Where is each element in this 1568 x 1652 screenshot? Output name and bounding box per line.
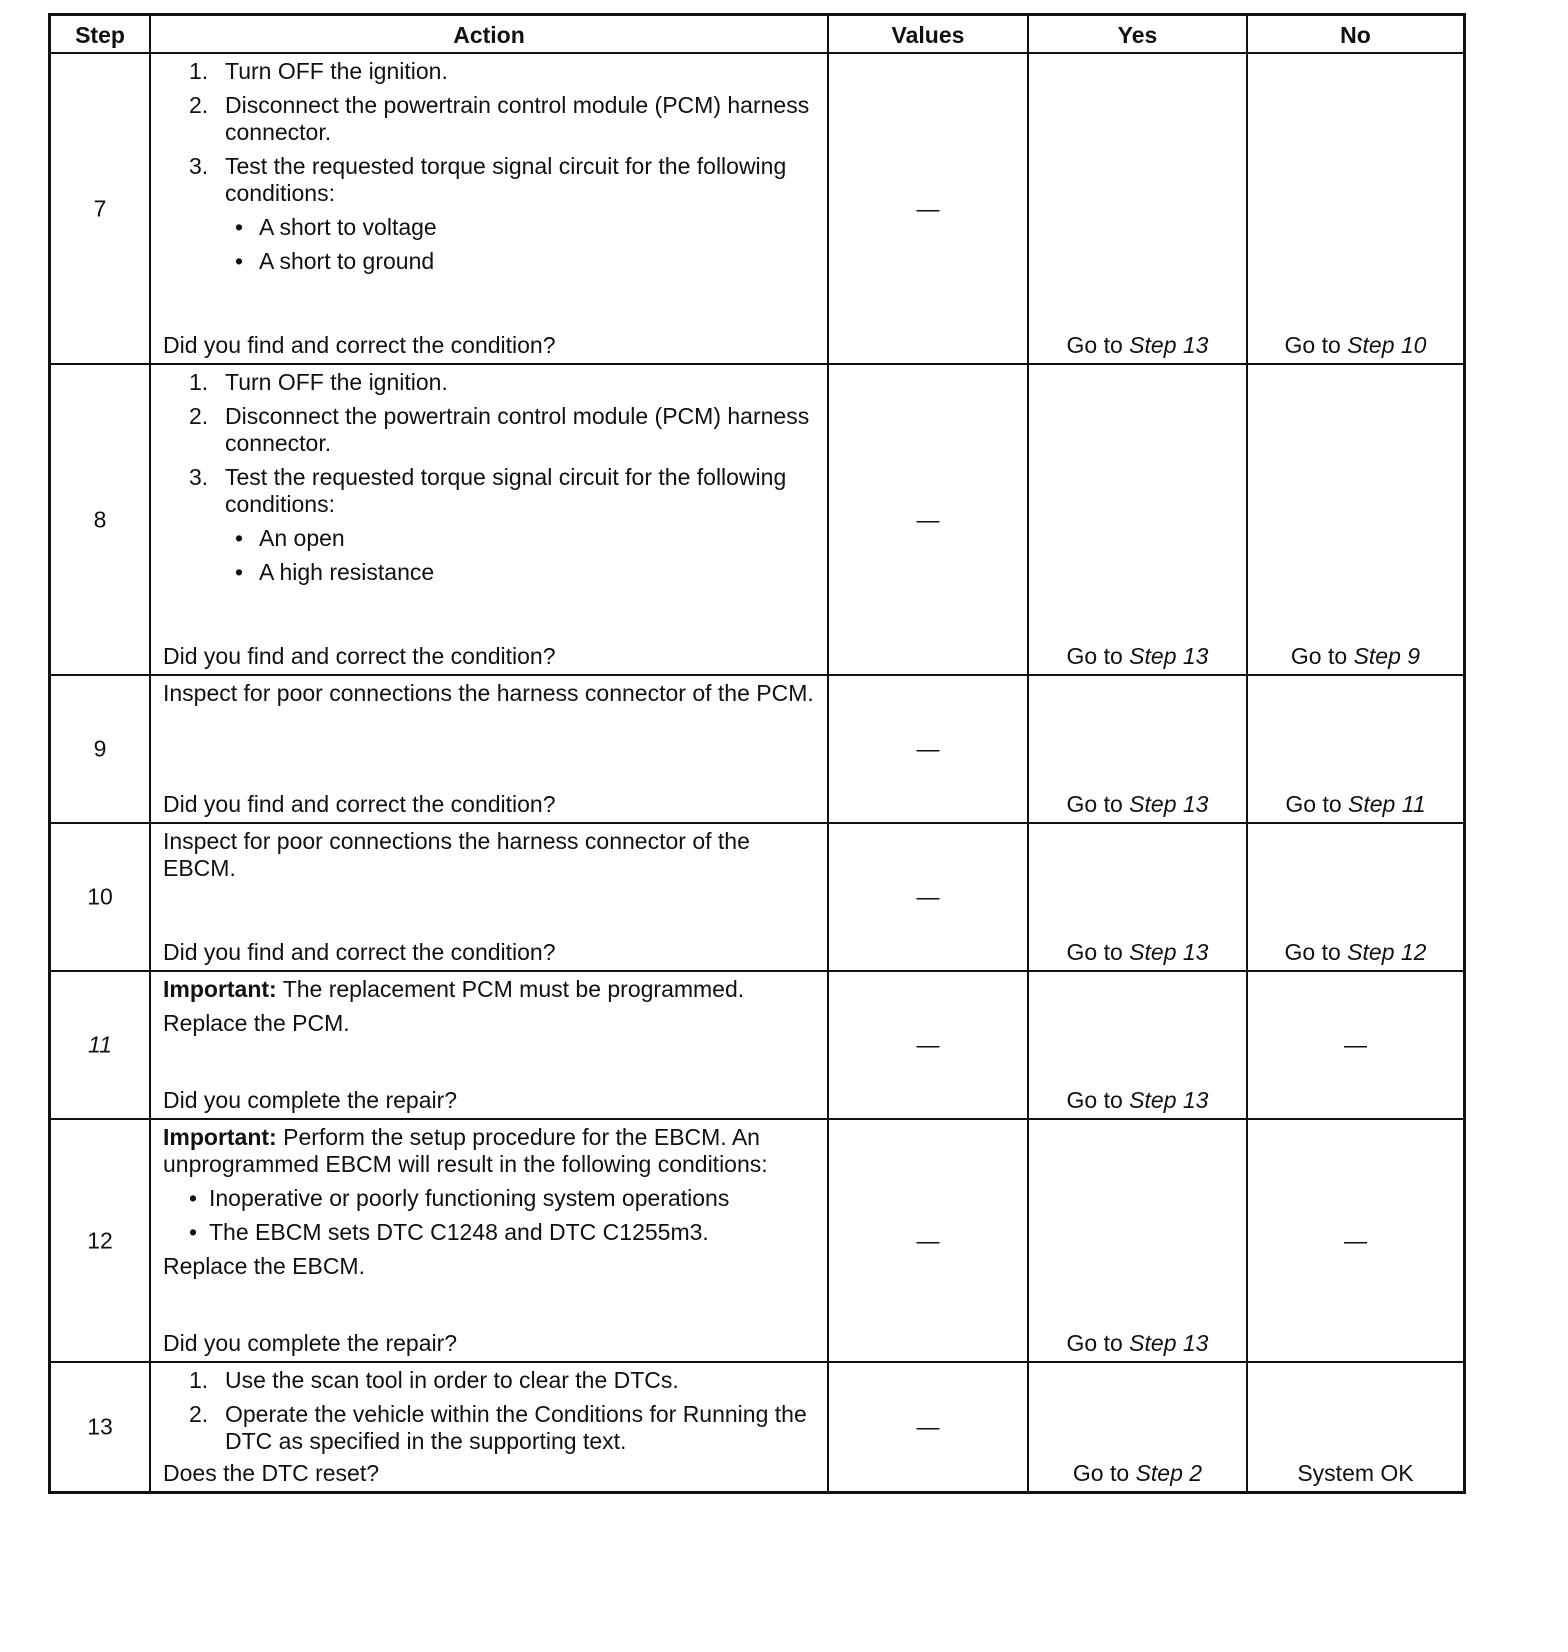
condition-bullets bbox=[225, 214, 817, 275]
numbered-steps bbox=[163, 58, 817, 275]
action-cell bbox=[151, 365, 829, 674]
values-cell bbox=[829, 824, 1029, 970]
list-item: 3. Test the requested torque signal circuit for the following conditions: • A short to voltage • A short to ground bbox=[189, 153, 817, 275]
instruction-text: Replace the PCM. bbox=[163, 1010, 350, 1036]
bullet-item: • The EBCM sets DTC C1248 and DTC C1255m3. bbox=[163, 1219, 817, 1246]
action-cell bbox=[151, 54, 829, 363]
yes-cell bbox=[1029, 1363, 1248, 1491]
step-number: 9 bbox=[93, 735, 107, 762]
table-row-step-7 bbox=[51, 54, 1463, 365]
empty-value-dash: — bbox=[916, 1227, 940, 1253]
numbered-steps bbox=[163, 369, 817, 586]
table-row-step-9 bbox=[51, 676, 1463, 824]
table-header-row bbox=[51, 16, 1463, 54]
question-text: Did you find and correct the condition? bbox=[163, 939, 556, 965]
header-values: Values bbox=[829, 16, 1029, 52]
empty-value-dash: — bbox=[916, 195, 940, 221]
bullet-item: • Inoperative or poorly functioning system operations bbox=[163, 1185, 817, 1212]
question-text: Did you complete the repair? bbox=[163, 1087, 458, 1113]
step-number: 7 bbox=[93, 195, 107, 221]
step-number: 10 bbox=[87, 883, 113, 910]
action-cell bbox=[151, 676, 829, 822]
step-number: 13 bbox=[87, 1413, 113, 1440]
list-item: 2. Disconnect the powertrain control module (PCM) harness connector. bbox=[189, 403, 810, 456]
yes-goto: Go to Step 13 bbox=[1066, 1087, 1209, 1113]
header-action: Action bbox=[151, 16, 829, 52]
empty-value-dash: — bbox=[1344, 1031, 1367, 1058]
step-cell bbox=[51, 824, 151, 970]
step-number: 8 bbox=[93, 506, 107, 532]
values-cell bbox=[829, 365, 1029, 674]
empty-value-dash: — bbox=[916, 1031, 940, 1058]
question-text: Does the DTC reset? bbox=[163, 1460, 380, 1486]
no-cell bbox=[1248, 1363, 1463, 1491]
values-cell bbox=[829, 972, 1029, 1118]
no-goto: Go to Step 9 bbox=[1290, 643, 1421, 669]
list-item: 1. Turn OFF the ignition. bbox=[189, 58, 448, 84]
empty-value-dash: — bbox=[1344, 1227, 1367, 1253]
table-row-step-12 bbox=[51, 1120, 1463, 1363]
yes-goto: Go to Step 13 bbox=[1066, 939, 1209, 965]
values-cell bbox=[829, 54, 1029, 363]
question-text: Did you find and correct the condition? bbox=[163, 791, 556, 817]
no-cell bbox=[1248, 365, 1463, 674]
step-cell bbox=[51, 972, 151, 1118]
yes-goto: Go to Step 13 bbox=[1066, 643, 1209, 669]
table-row-step-11 bbox=[51, 972, 1463, 1120]
yes-cell bbox=[1029, 1120, 1248, 1361]
list-item: 1. Turn OFF the ignition. bbox=[189, 369, 448, 395]
empty-value-dash: — bbox=[916, 1413, 940, 1440]
bullet-item: • A short to ground bbox=[225, 248, 817, 275]
yes-cell bbox=[1029, 54, 1248, 363]
no-goto: Go to Step 11 bbox=[1285, 791, 1426, 817]
empty-value-dash: — bbox=[916, 506, 940, 532]
list-item: 2. Disconnect the powertrain control module (PCM) harness connector. bbox=[189, 92, 810, 145]
step-cell bbox=[51, 365, 151, 674]
question-text: Did you complete the repair? bbox=[163, 1330, 458, 1356]
yes-cell bbox=[1029, 676, 1248, 822]
no-goto: Go to Step 12 bbox=[1284, 939, 1427, 965]
list-item: 3. Test the requested torque signal circuit for the following conditions: • An open • A high resistance bbox=[189, 464, 817, 586]
values-cell bbox=[829, 1120, 1029, 1361]
no-goto: Go to Step 10 bbox=[1284, 332, 1427, 358]
important-note: Important: Perform the setup procedure for the EBCM. An unprogrammed EBCM will result in the following conditions: bbox=[163, 1124, 768, 1177]
action-cell bbox=[151, 1120, 829, 1361]
condition-bullets bbox=[225, 525, 817, 586]
action-cell bbox=[151, 972, 829, 1118]
yes-cell bbox=[1029, 365, 1248, 674]
no-cell bbox=[1248, 1120, 1463, 1361]
header-no: No bbox=[1340, 22, 1371, 48]
step-cell bbox=[51, 1120, 151, 1361]
empty-value-dash: — bbox=[916, 883, 940, 910]
numbered-steps bbox=[163, 1367, 817, 1455]
no-cell bbox=[1248, 824, 1463, 970]
action-cell bbox=[151, 1363, 829, 1491]
list-item: 2. Operate the vehicle within the Conditions for Running the DTC as specified in the supporting text. bbox=[189, 1401, 807, 1454]
yes-cell bbox=[1029, 824, 1248, 970]
bullet-item: • A high resistance bbox=[225, 559, 817, 586]
action-cell bbox=[151, 824, 829, 970]
important-note: Important: The replacement PCM must be programmed. bbox=[163, 976, 745, 1002]
table-row-step-8 bbox=[51, 365, 1463, 676]
instruction-text: Inspect for poor connections the harness connector of the EBCM. bbox=[163, 828, 750, 881]
question-text: Did you find and correct the condition? bbox=[163, 643, 556, 669]
step-cell bbox=[51, 1363, 151, 1491]
yes-cell bbox=[1029, 972, 1248, 1118]
step-cell bbox=[51, 676, 151, 822]
values-cell bbox=[829, 1363, 1029, 1491]
yes-goto: Go to Step 2 bbox=[1072, 1460, 1203, 1486]
header-step: Step bbox=[51, 16, 151, 52]
condition-bullets bbox=[163, 1185, 817, 1246]
instruction-text: Replace the EBCM. bbox=[163, 1253, 365, 1279]
no-cell bbox=[1248, 676, 1463, 822]
no-cell bbox=[1248, 54, 1463, 363]
bullet-item: • A short to voltage bbox=[225, 214, 817, 241]
step-number: 11 bbox=[88, 1031, 112, 1058]
yes-goto: Go to Step 13 bbox=[1066, 332, 1209, 358]
step-cell bbox=[51, 54, 151, 363]
table-row-step-10 bbox=[51, 824, 1463, 972]
no-cell bbox=[1248, 972, 1463, 1118]
yes-goto: Go to Step 13 bbox=[1066, 1330, 1209, 1356]
instruction-text: Inspect for poor connections the harness connector of the PCM. bbox=[163, 680, 814, 706]
header-yes: Yes bbox=[1029, 16, 1248, 52]
yes-goto: Go to Step 13 bbox=[1066, 791, 1209, 817]
diagnostic-table bbox=[48, 13, 1466, 1494]
values-cell bbox=[829, 676, 1029, 822]
table-row-step-13 bbox=[51, 1363, 1463, 1491]
empty-value-dash: — bbox=[916, 735, 940, 762]
no-result: System OK bbox=[1297, 1460, 1414, 1486]
bullet-item: • An open bbox=[225, 525, 817, 552]
step-number: 12 bbox=[87, 1227, 113, 1253]
question-text: Did you find and correct the condition? bbox=[163, 332, 556, 358]
list-item: 1. Use the scan tool in order to clear the DTCs. bbox=[189, 1367, 679, 1393]
